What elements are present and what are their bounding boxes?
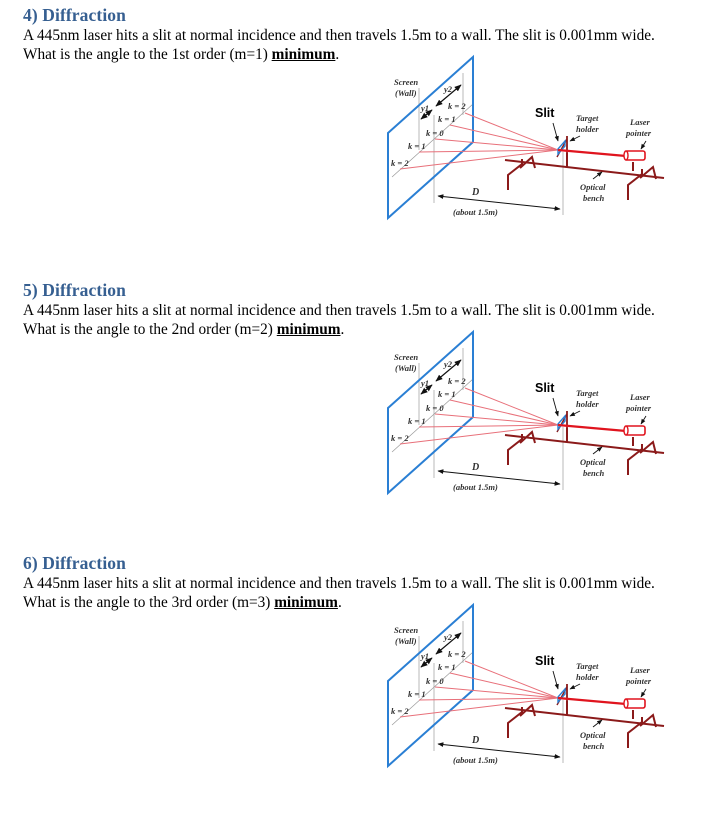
k-label-top1: k = 1 [438, 114, 456, 124]
pointer-label: pointer [626, 403, 652, 413]
k-label-zero: k = 0 [426, 403, 444, 413]
y1-label: y1 [421, 103, 430, 113]
laser-label: Laser [630, 392, 650, 402]
bench-label: bench [583, 741, 605, 751]
y2-label: y2 [444, 359, 453, 369]
diffraction-diagram [370, 330, 690, 500]
problem-heading: 4) Diffraction [23, 5, 126, 25]
problem-statement: A 445nm laser hits a slit at normal incidence and then travels 1.5m to a wall. The slit is 0.001mm wide. [23, 27, 655, 44]
distance-value-label: (about 1.5m) [453, 482, 498, 492]
laser-pointer-icon [624, 426, 645, 435]
distance-d-label: D [472, 187, 480, 198]
slit-label: Slit [535, 381, 555, 395]
k-label-bottom1: k = 1 [408, 689, 426, 699]
laser-beam [558, 425, 626, 431]
distance-value-label: (about 1.5m) [453, 207, 498, 217]
screen-label: Screen [394, 352, 419, 362]
bench-label: bench [583, 468, 605, 478]
wall-label: (Wall) [395, 636, 417, 646]
problem-question [23, 594, 342, 612]
diffraction-setup-figure [370, 55, 690, 225]
diffraction-setup-figure [370, 330, 690, 500]
k-label-top2: k = 2 [448, 376, 466, 386]
screen-label: Screen [394, 625, 419, 635]
slit-holder [557, 136, 567, 159]
question-emphasis: minimum [274, 594, 338, 611]
target-label: Target [576, 113, 599, 123]
k-label-top2: k = 2 [448, 101, 466, 111]
holder-label: holder [576, 124, 599, 134]
question-period: . [337, 594, 342, 611]
problem-section-4 [0, 0, 727, 275]
problem-heading: 5) Diffraction [23, 280, 126, 300]
bench-label: bench [583, 193, 605, 203]
bench-callout-arrow-icon [593, 720, 602, 727]
bench-callout-arrow-icon [593, 172, 602, 179]
k-label-bottom2: k = 2 [391, 158, 409, 168]
holder-callout-arrow-icon [570, 136, 580, 141]
slit-callout-arrow-icon [553, 123, 558, 141]
question-emphasis: minimum [271, 46, 336, 63]
wall-label: (Wall) [395, 363, 417, 373]
target-label: Target [576, 388, 599, 398]
laser-label: Laser [630, 117, 650, 127]
optical-label: Optical [580, 182, 606, 192]
pointer-label: pointer [626, 676, 652, 686]
problem-statement: A 445nm laser hits a slit at normal incidence and then travels 1.5m to a wall. The slit is 0.001mm wide. [23, 575, 655, 592]
screen-label: Screen [394, 77, 419, 87]
slit-holder [557, 684, 567, 707]
diffraction-diagram [370, 55, 690, 225]
wall-label: (Wall) [395, 88, 417, 98]
distance-value-label: (about 1.5m) [453, 755, 498, 765]
problem-question [23, 321, 344, 339]
problem-heading: 6) Diffraction [23, 553, 126, 573]
problem-section-6 [0, 548, 727, 823]
laser-callout-arrow-icon [641, 689, 646, 697]
slit-callout-arrow-icon [553, 398, 558, 416]
holder-label: holder [576, 399, 599, 409]
k-label-bottom2: k = 2 [391, 433, 409, 443]
pointer-label: pointer [626, 128, 652, 138]
slit-label: Slit [535, 654, 555, 668]
laser-pointer-icon [624, 151, 645, 160]
laser-label: Laser [630, 665, 650, 675]
k-label-bottom1: k = 1 [408, 141, 426, 151]
k-label-zero: k = 0 [426, 128, 444, 138]
laser-beam [558, 150, 626, 156]
bench-callout-arrow-icon [593, 447, 602, 454]
k-label-bottom2: k = 2 [391, 706, 409, 716]
question-period: . [335, 46, 340, 63]
holder-callout-arrow-icon [570, 684, 580, 689]
problem-section-5 [0, 275, 727, 550]
y1-label: y1 [421, 651, 430, 661]
y2-label: y2 [444, 84, 453, 94]
holder-callout-arrow-icon [570, 411, 580, 416]
question-emphasis: minimum [276, 321, 341, 338]
question-period: . [340, 321, 345, 338]
y1-label: y1 [421, 378, 430, 388]
distance-d-label: D [472, 462, 480, 473]
k-label-zero: k = 0 [426, 676, 444, 686]
slit-label: Slit [535, 106, 555, 120]
target-label: Target [576, 661, 599, 671]
slit-callout-arrow-icon [553, 671, 558, 689]
laser-callout-arrow-icon [641, 141, 646, 149]
k-label-top1: k = 1 [438, 389, 456, 399]
diffraction-diagram [370, 603, 690, 773]
y2-label: y2 [444, 632, 453, 642]
distance-d-label: D [472, 735, 480, 746]
k-label-top2: k = 2 [448, 649, 466, 659]
question-text: What is the angle to the 3rd order (m=3) [23, 594, 275, 611]
optical-label: Optical [580, 730, 606, 740]
question-text: What is the angle to the 2nd order (m=2) [23, 321, 277, 338]
problem-statement: A 445nm laser hits a slit at normal incidence and then travels 1.5m to a wall. The slit is 0.001mm wide. [23, 302, 655, 319]
laser-callout-arrow-icon [641, 416, 646, 424]
laser-beam [558, 698, 626, 704]
k-label-bottom1: k = 1 [408, 416, 426, 426]
laser-pointer-icon [624, 699, 645, 708]
question-text: What is the angle to the 1st order (m=1) [23, 46, 272, 63]
k-label-top1: k = 1 [438, 662, 456, 672]
diffraction-setup-figure [370, 603, 690, 773]
problem-question [23, 46, 339, 64]
optical-label: Optical [580, 457, 606, 467]
slit-holder [557, 411, 567, 434]
holder-label: holder [576, 672, 599, 682]
